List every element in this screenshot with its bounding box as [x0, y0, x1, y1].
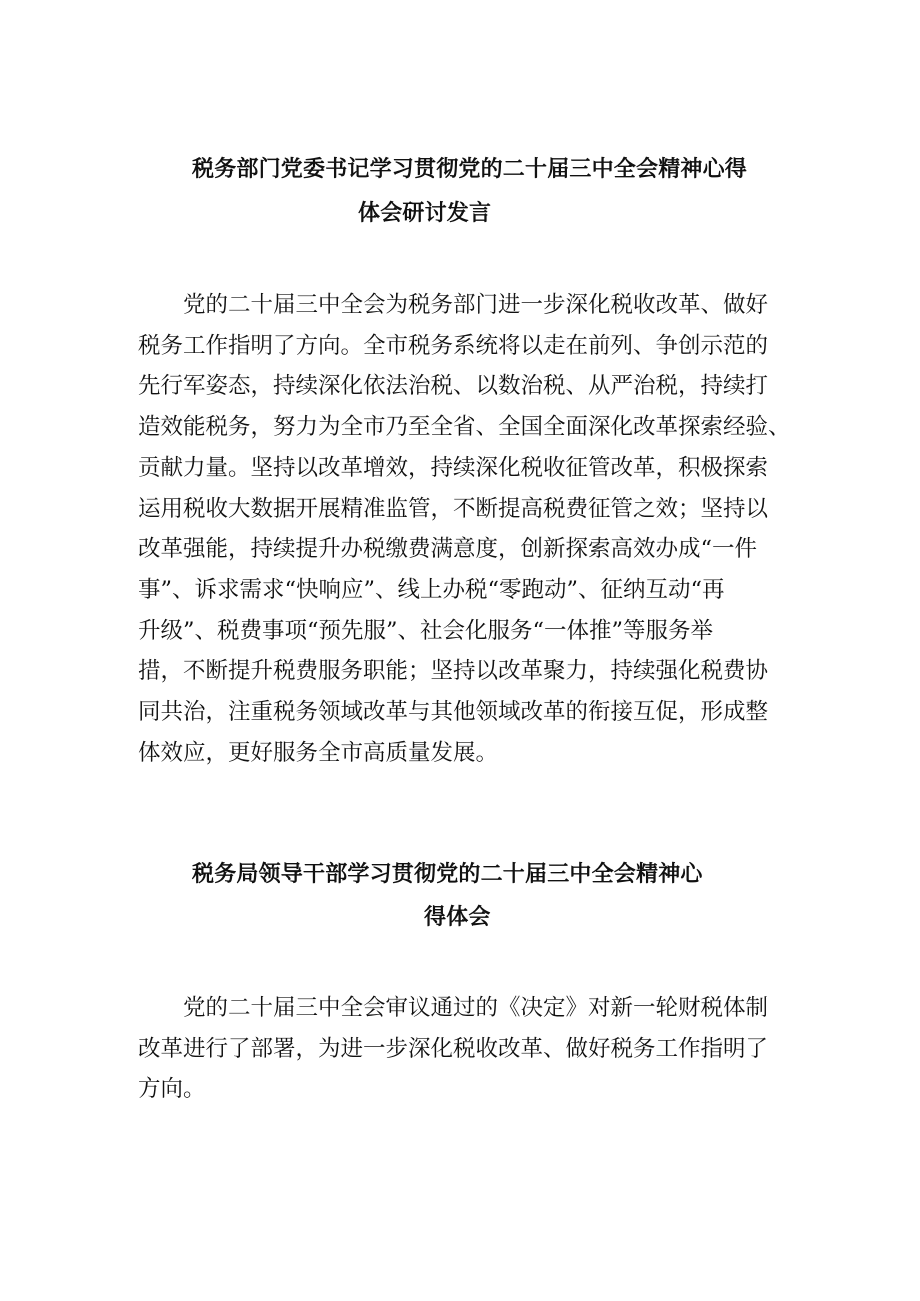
- paragraph-line: 改革进行了部署，为进一步深化税收改革、做好税务工作指明了: [138, 1035, 769, 1062]
- section1-title-line2: 体会研讨发言: [358, 201, 492, 226]
- paragraph-line: 造效能税务，努力为全市乃至全省、全国全面深化改革探索经验、: [138, 414, 791, 441]
- paragraph-line: 先行军姿态，持续深化依法治税、以数治税、从严治税，持续打: [138, 373, 769, 400]
- paragraph-line: 党的二十届三中全会审议通过的《决定》对新一轮财税体制: [183, 995, 769, 1021]
- paragraph-line: 税务工作指明了方向。全市税务系统将以走在前列、争创示范的: [138, 332, 769, 359]
- paragraph-line: 贡献力量。坚持以改革增效，持续深化税收征管改革，积极探索: [138, 454, 769, 481]
- paragraph-line: 党的二十届三中全会为税务部门进一步深化税收改革、做好: [183, 292, 769, 318]
- paragraph-line: 事”、诉求需求“快响应”、线上办税“零跑动”、征纳互动“再: [138, 576, 725, 603]
- paragraph-line: 升级”、税费事项“预先服”、社会化服务“一体推”等服务举: [138, 617, 714, 644]
- section2-title-line2: 得体会: [424, 905, 491, 930]
- paragraph-line: 方向。: [138, 1076, 206, 1103]
- section2-paragraph: [138, 988, 798, 1110]
- paragraph-line: 运用税收大数据开展精准监管，不断提高税费征管之效；坚持以: [138, 495, 769, 522]
- section1-title-line1: 税务部门党委书记学习贯彻党的二十届三中全会精神心得: [192, 157, 748, 182]
- section1-paragraph: [138, 285, 798, 773]
- paragraph-line: 改革强能，持续提升办税缴费满意度，创新探索高效办成“一件: [138, 536, 758, 563]
- paragraph-line: 措，不断提升税费服务职能；坚持以改革聚力，持续强化税费协: [138, 658, 769, 685]
- paragraph-line: 同共治，注重税务领域改革与其他领域改革的衔接互促，形成整: [138, 699, 769, 726]
- paragraph-line: 体效应，更好服务全市高质量发展。: [138, 739, 499, 766]
- section2-title-line1: 税务局领导干部学习贯彻党的二十届三中全会精神心: [192, 862, 703, 887]
